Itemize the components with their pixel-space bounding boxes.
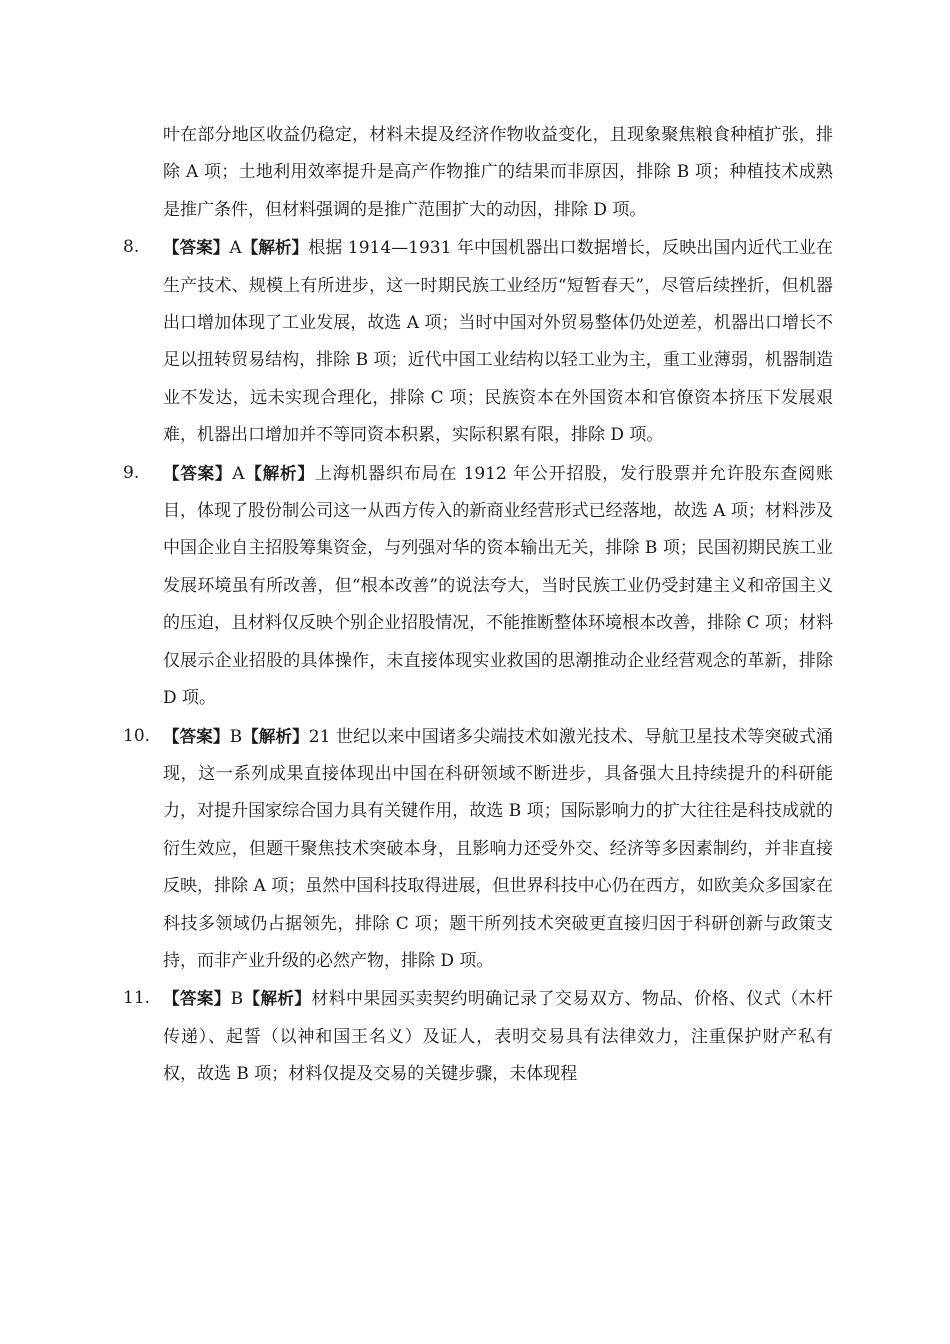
item-number: 8. <box>123 237 140 258</box>
answer-item-11 <box>123 980 833 1093</box>
item-number: 9. <box>123 462 140 483</box>
analysis-text: 上海机器织布局在 1912 年公开招股，发行股票并允许股东查阅账目，体现了股份制公司这一从西方传入的新商业经营形式已经落地，故选 A 项；材料涉及中国企业自主招股筹集资金，与列强对华的资本输出无关，排除 B 项；民国初期民族工业发展环境虽有所改善，但“根本改善”的说法夸大，当时民族工业仍受封建主义和帝国主义的压迫，且材料仅反映个别企业招股情况，不能推断整体环境根本改善，排除 C 项；材料仅展示企业招股的具体操作，未直接体现实业救国的思潮推动企业经营观念的革新，排除 D 项。 <box>163 463 834 709</box>
item-number: 11. <box>123 988 151 1009</box>
item-body <box>163 980 833 1093</box>
item-body <box>163 229 833 454</box>
answer-label: 【答案】 <box>163 463 233 483</box>
answer-explanations <box>123 117 833 1094</box>
answer-label: 【答案】 <box>163 726 230 746</box>
analysis-label: 【解析】 <box>241 238 309 258</box>
answer-value: A <box>232 463 245 484</box>
analysis-text: 材料中果园买卖契约明确记录了交易双方、物品、价格、仪式（木杆传递）、起誓（以神和国王名义）及证人，表明交易具有法律效力，注重保护财产私有权，故选 B 项；材料仅提及交易的关键步骤，未体现程 <box>163 989 834 1085</box>
answer-label: 【答案】 <box>163 989 231 1009</box>
answer-label: 【答案】 <box>163 238 230 258</box>
answer-item-10 <box>123 718 833 981</box>
answer-value: B <box>229 726 243 747</box>
answer-value: B <box>230 989 244 1010</box>
analysis-label: 【解析】 <box>243 989 312 1009</box>
answer-item-8 <box>123 229 833 454</box>
analysis-label: 【解析】 <box>242 726 309 746</box>
item-number: 10. <box>123 725 151 746</box>
item-body <box>163 455 833 718</box>
analysis-text: 根据 1914—1931 年中国机器出口数据增长，反映出国内近代工业在生产技术、规模上有所进步，这一时期民族工业经历“短暂春天”，尽管后续挫折，但机器出口增加体现了工业发展，故选 A 项；当时中国对外贸易整体仍处逆差，机器出口增长不足以扭转贸易结构，排除 B 项；近代中国工业结构以轻工业为主，重工业薄弱，机器制造业不发达，远未实现合理化，排除 C 项；民族资本在外国资本和官僚资本挤压下发展艰难，机器出口增加并不等同资本积累，实际积累有限，排除 D 项。 <box>163 238 834 446</box>
continued-paragraph: 叶在部分地区收益仍稳定，材料未提及经济作物收益变化，且现象聚焦粮食种植扩张，排除 A 项；土地利用效率提升是高产作物推广的结果而非原因，排除 B 项；种植技术成熟是推广条件，但材料强调的是推广范围扩大的动因，排除 D 项。 <box>163 125 833 220</box>
item-body <box>163 718 833 981</box>
analysis-label: 【解析】 <box>244 463 315 483</box>
answer-item-9 <box>123 455 833 718</box>
analysis-text: 21 世纪以来中国诸多尖端技术如激光技术、导航卫星技术等突破式涌现，这一系列成果直接体现出中国在科研领域不断进步，具备强大且持续提升的科研能力，对提升国家综合国力具有关键作用，故选 B 项；国际影响力的扩大往往是科技成就的衍生效应，但题干聚焦技术突破本身，且影响力还受外交、经济等多因素制约，并非直接反映，排除 A 项；虽然中国科技取得进展，但世界科技中心仍在西方，如欧美众多国家在科技多领域仍占据领先，排除 C 项；题干所列技术突破更直接归因于科研创新与政策支持，而非产业升级的必然产物，排除 D 项。 <box>163 726 833 971</box>
answer-value: A <box>229 238 242 259</box>
